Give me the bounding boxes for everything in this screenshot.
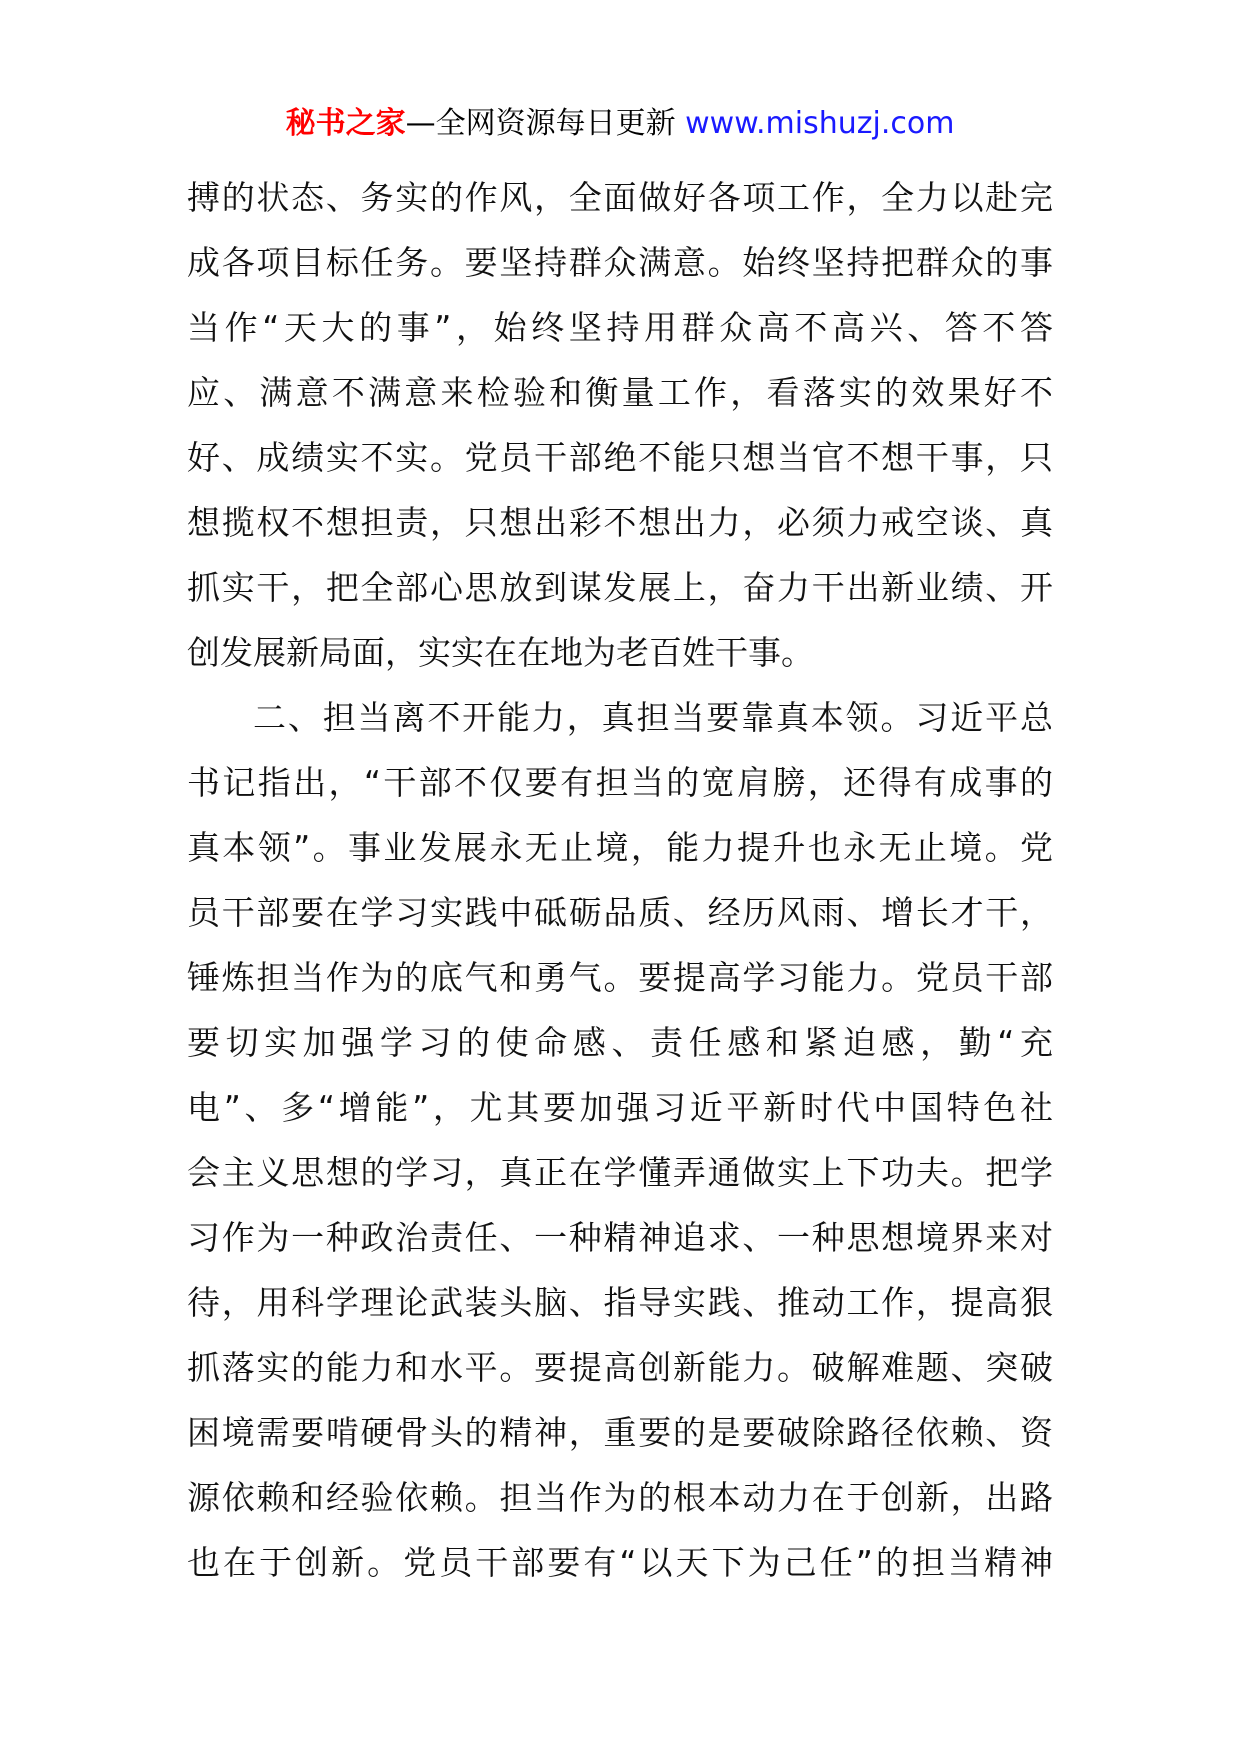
text-line: 困境需要啃硬骨头的精神，重要的是要破除路径依赖、资 bbox=[187, 1413, 1053, 1452]
text-line: 书记指出，“干部不仅要有担当的宽肩膀，还得有成事的 bbox=[187, 763, 1053, 802]
text-line: 抓实干，把全部心思放到谋发展上，奋力干出新业绩、开 bbox=[187, 568, 1053, 607]
text-line: 搏的状态、务实的作风，全面做好各项工作，全力以赴完 bbox=[187, 178, 1053, 217]
text-line: 习作为一种政治责任、一种精神追求、一种思想境界来对 bbox=[187, 1218, 1053, 1257]
text-line: 当作“天大的事”，始终坚持用群众高不高兴、答不答 bbox=[187, 308, 1053, 347]
page-header bbox=[0, 102, 1240, 146]
text-line: 好、成绩实不实。党员干部绝不能只想当官不想干事，只 bbox=[187, 438, 1053, 477]
text-line: 也在于创新。党员干部要有“以天下为己任”的担当精神 bbox=[187, 1543, 1053, 1582]
text-line: 电”、多“增能”，尤其要加强习近平新时代中国特色社 bbox=[187, 1088, 1053, 1127]
header-brand: 秘书之家 bbox=[285, 106, 406, 141]
text-line: 真本领”。事业发展永无止境，能力提升也永无止境。党 bbox=[187, 828, 1053, 867]
text-line: 锤炼担当作为的底气和勇气。要提高学习能力。党员干部 bbox=[187, 958, 1053, 997]
text-line: 要切实加强学习的使命感、责任感和紧迫感，勤“充 bbox=[187, 1023, 1053, 1062]
text-line: 想揽权不想担责，只想出彩不想出力，必须力戒空谈、真 bbox=[187, 503, 1053, 542]
body-text bbox=[187, 165, 1053, 1595]
text-line: 创发展新局面，实实在在地为老百姓干事。 bbox=[187, 633, 814, 672]
text-line: 会主义思想的学习，真正在学懂弄通做实上下功夫。把学 bbox=[187, 1153, 1053, 1192]
text-line: 成各项目标任务。要坚持群众满意。始终坚持把群众的事 bbox=[187, 243, 1053, 282]
header-slogan: —全网资源每日更新 bbox=[405, 106, 676, 141]
text-line: 抓落实的能力和水平。要提高创新能力。破解难题、突破 bbox=[187, 1348, 1053, 1387]
section-heading-line: 二、担当离不开能力，真担当要靠真本领。习近平总 bbox=[253, 698, 1053, 737]
header-url-link[interactable]: www.mishuzj.com bbox=[685, 106, 955, 141]
text-line: 源依赖和经验依赖。担当作为的根本动力在于创新，出路 bbox=[187, 1478, 1053, 1517]
text-line: 待，用科学理论武装头脑、指导实践、推动工作，提高狠 bbox=[187, 1283, 1053, 1322]
text-line: 应、满意不满意来检验和衡量工作，看落实的效果好不 bbox=[187, 373, 1053, 412]
text-line: 员干部要在学习实践中砥砺品质、经历风雨、增长才干， bbox=[187, 893, 1053, 932]
